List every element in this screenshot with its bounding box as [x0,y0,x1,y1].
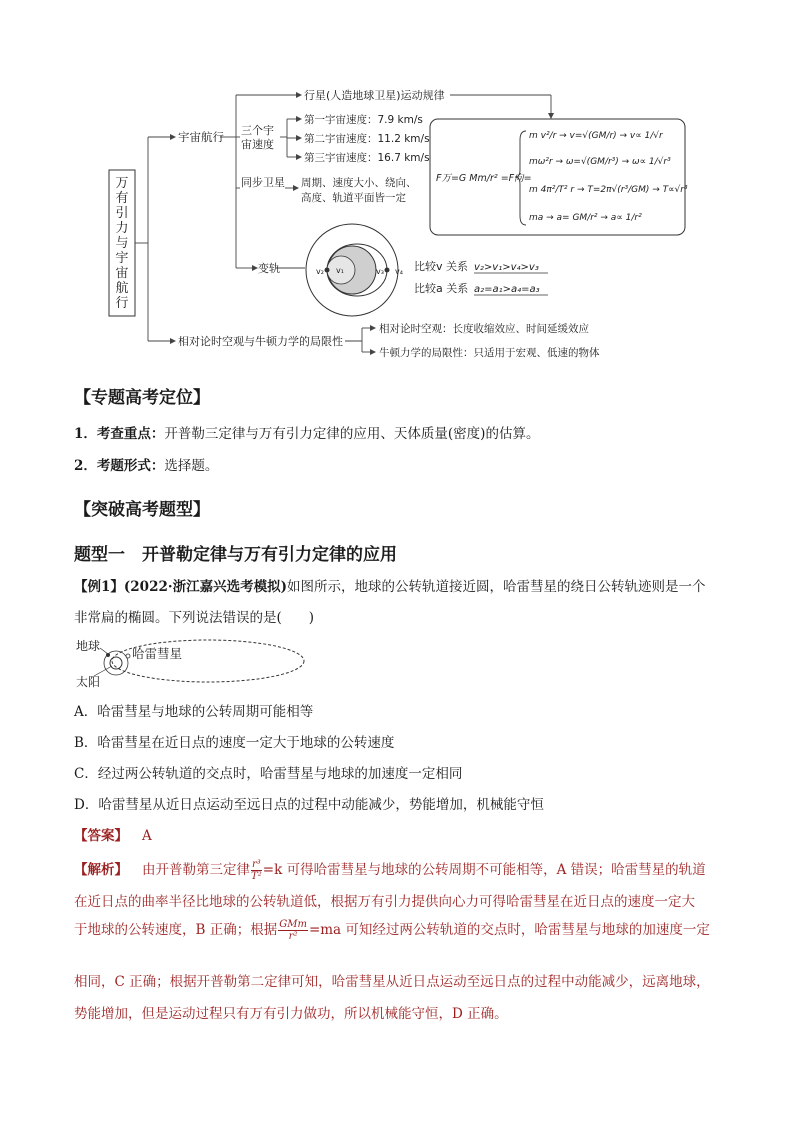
sync-desc: 高度、轨道平面皆一定 [301,192,406,204]
example-stem-line [74,577,705,597]
option-b: B．哈雷彗星在近日点的速度一定大于地球的公转速度 [74,735,395,751]
format-item-label: 2．考题形式： [74,458,165,474]
answer-label: 【答案】 [74,828,128,844]
third-cosmic-speed: 第三宇宙速度：16.7 km/s [304,152,430,164]
analysis-line-4: 相同，C 正确；根据开普勒第二定律可知，哈雷彗星从近日点运动至远日点的过程中动能减少，远离地球， [74,974,710,990]
kepler-numerator: r³ [252,859,261,870]
answer-value: A [142,828,152,844]
mindmap-arrowheads [170,92,554,355]
relativity-spacetime: 相对论时空观：长度收缩效应、时间延缓效应 [379,323,589,335]
focus-item-text: 开普勒三定律与万有引力定律的应用、天体质量(密度)的估算。 [164,426,540,442]
option-d: D．哈雷彗星从近日点运动至远日点的过程中动能减少，势能增加，机械能守恒 [74,797,544,813]
second-cosmic-speed: 第二宇宙速度：11.2 km/s [304,133,430,145]
comet-orbit-figure [72,632,312,690]
analysis-line-5: 势能增加，但是运动过程只有万有引力做功，所以机械能守恒，D 正确。 [74,1006,508,1022]
sync-satellite-label: 同步卫星 [241,176,285,189]
section-heading-breakthrough: 【突破高考题型】 [74,500,210,520]
analysis-line-1 [74,858,706,882]
formula-left: F万=G Mm/r² =F向= [436,173,532,184]
compare-v-expr: v₂>v₁>v₄>v₃ [474,262,539,273]
section-heading-positioning: 【专题高考定位】 [74,388,210,408]
root-char: 与 [115,236,129,251]
analysis-line-2: 在近日点的曲率半径比地球的公转轨道低，根据万有引力提供向心力可得哈雷彗星在近日点的速度一定大 [74,894,695,910]
root-char: 力 [115,221,129,236]
focus-item [74,424,539,444]
space-flight-label: 宇宙航行 [178,130,224,144]
analysis-text: 于地球的公转速度，B 正确；根据 [74,922,278,938]
knowledge-mindmap [0,0,794,370]
orbit-change-label: 变轨 [258,262,280,275]
top-branch-label: 行星(人造地球卫星)运动规律 [304,89,445,102]
root-char: 宙 [115,266,129,281]
compare-v-label: 比较v 关系 [414,260,469,273]
relativity-label: 相对论时空观与牛顿力学的局限性 [178,335,343,348]
compare-a-label: 比较a 关系 [414,282,469,295]
example-stem-line-2: 非常扁的椭圆。下列说法错误的是( ) [74,610,315,626]
figure-sun-label: 太阳 [76,675,101,689]
example-source: (2022·浙江嘉兴选考模拟) [123,579,287,595]
root-char: 宇 [115,251,129,266]
type-heading: 题型一 开普勒定律与万有引力定律的应用 [74,545,397,565]
newton-limitation: 牛顿力学的局限性：只适用于宏观、低速的物体 [379,347,600,359]
formula-row-accel: ma → a= GM/r² → a∝ 1/r² [529,213,642,223]
focus-item-label: 1．考查重点： [74,426,165,442]
format-item-text: 选择题。 [164,458,219,474]
analysis-text: =k 可得哈雷彗星与地球的公转周期不可能相等，A 错误；哈雷彗星的轨道 [262,862,706,878]
analysis-label: 【解析】 [74,862,128,878]
three-speeds-label: 宙速度 [241,138,274,151]
root-char: 行 [115,296,129,311]
gravity-fraction [278,919,308,942]
kepler-fraction [251,859,262,882]
example-stem-text: 如图所示，地球的公转轨道接近圆，哈雷彗星的绕日公转轨迹则是一个 [286,579,706,595]
analysis-line-3 [74,918,710,942]
orbit-transfer-diagram [306,224,403,316]
gravity-numerator: GMm [279,919,307,930]
first-cosmic-speed: 第一宇宙速度：7.9 km/s [304,114,423,126]
figure-earth-label: 地球 [76,639,101,653]
orbit-label: v₂ [316,267,324,276]
answer-line [74,826,152,846]
orbit-label: v₄ [395,267,403,276]
formula-row-period: m 4π²/T² r → T=2π√(r³/GM) → T∝√r³ [529,185,688,195]
gravity-denominator: r² [288,931,298,942]
figure-comet-label: 哈雷彗星 [132,646,183,661]
mindmap-root-text [115,176,128,311]
kepler-denominator: T² [251,871,262,882]
root-char: 引 [115,206,129,221]
formula-row-omega: mω²r → ω=√(GM/r³) → ω∝ 1/√r³ [529,157,671,167]
option-a: A．哈雷彗星与地球的公转周期可能相等 [74,704,314,720]
root-char: 有 [115,191,129,206]
format-item [74,456,218,476]
sync-desc: 周期、速度大小、绕向、 [301,177,417,189]
example-label: 【例1】 [74,579,124,595]
compare-a-expr: a₂=a₁>a₄=a₃ [474,284,540,295]
orbit-label: v₁ [336,266,344,275]
option-c: C．经过两公转轨道的交点时，哈雷彗星与地球的加速度一定相同 [74,766,463,782]
root-char: 航 [115,281,129,296]
analysis-text: =ma 可知经过两公转轨道的交点时，哈雷彗星与地球的加速度一定 [308,922,710,938]
formula-row-velocity: m v²/r → v=√(GM/r) → v∝ 1/√r [529,131,663,141]
three-speeds-label: 三个宇 [241,124,274,137]
root-char: 万 [115,176,129,191]
analysis-text: 由开普勒第三定律 [142,862,250,878]
orbit-label: v₃ [376,267,384,276]
